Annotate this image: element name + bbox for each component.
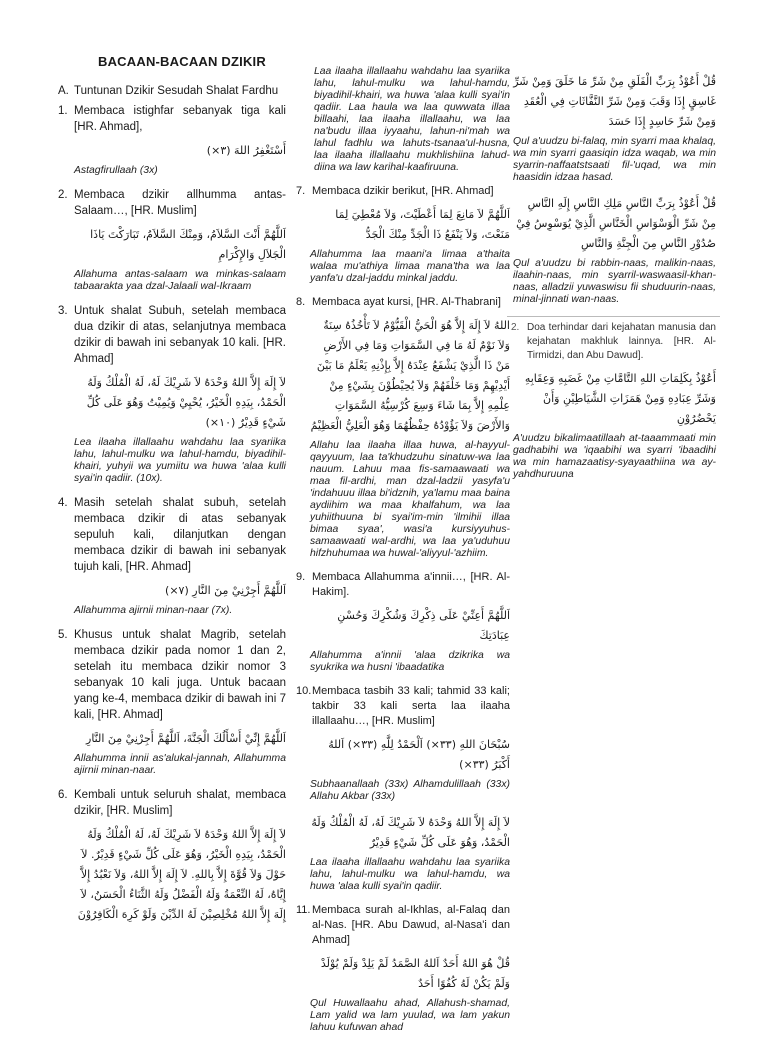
latin-transliteration-continued: Laa ilaaha illallaahu wahdahu laa syariika lahu, lahul-mulku wa lahul-hamdu, biyadihil-khairi, wa huwa 'alaa kulli syai'in qadiir. Laa haula wa laa quwwata illaa billaahi, laa ilaaha illallaahu, wa laa na'budu illaa iyyaahu, lahun-ni'mah wa lahul fadhlu wa lahuts-tsanaa'ul-husna, laa ilaaha illallaahu mukhlishiina lahud-diina wa law karihal-kaafiruuna. — [314, 66, 510, 173]
arabic-text: أَعُوْذُ بِكَلِمَاتِ اللهِ التَّامَّاتِ مِنْ غَضَبِهِ وَعِقَابِهِ وَشَرِّ عِبَادِهِ وَمِنْ هَمَزَاتِ الشَّيَاطِيْنِ وَأَنْ يَحْضُرُوْنِ — [524, 372, 716, 425]
item-instruction: Membaca Allahumma a'innii…, [HR. Al-Hakim]. — [312, 571, 510, 598]
arabic-text: لاَ إِلَهَ إِلاَّ اللهُ وَحْدَهُ لاَ شَرِيْكَ لَهُ، لَهُ الْمُلْكُ وَلَهُ الْحَمْدُ، بِيَدِهِ الْخَيْرُ، يُحْيِيْ وَيُمِيْتُ وَهُوَ عَلَى كُلِّ شَيْءٍ قَدِيْرٌ (١٠×) — [86, 376, 286, 429]
latin-transliteration: Lea ilaaha illallaahu wahdahu laa syariika lahu, lahul-mulku wa lahul-hamdu, biyadihil-khairi, yuhyii wa yumiitu wa huwa 'alaa kulli syai'in qadiir. (10x). — [74, 437, 286, 484]
dzikir-item-12 — [511, 321, 716, 481]
latin-transliteration: Allahumma innii as'alukal-jannah, Allahumma ajirnii minan-naar. — [74, 753, 286, 776]
arabic-text: اَللَّهُمَّ إِنِّيْ أَسْأَلُكَ الْجَنَّةَ، اَللَّهُمَّ أَجِرْنِيْ مِنَ النَّارِ — [86, 732, 286, 745]
dzikir-item-11 — [296, 903, 510, 1034]
arabic-text: اَللَّهُمَّ أَنْتَ السَّلاَمُ، وَمِنْكَ السَّلاَمُ، تَبَارَكْتَ يَاذَا الْجَلاَلِ وَالإِكْرَامِ — [90, 228, 286, 261]
dzikir-item-9 — [296, 570, 510, 674]
surah-falaq-arabic: قُلْ أَعُوْذُ بِرَبِّ الْفَلَقِ مِنْ شَرِّ مَا خَلَقَ وَمِنْ شَرِّ غَاسِقٍ إِذَا وَقَبَ وَمِنْ شَرِّ النَّفَّاثَاتِ فِي الْعُقَدِ وَمِنْ شَرِّ حَاسِدٍ إِذَا حَسَدَ — [513, 75, 716, 128]
dzikir-item-2 — [58, 187, 286, 293]
arabic-text: اللهُ لاَ إِلَهَ إِلاَّ هُوَ الْحَيُّ الْقَيُّوْمُ لاَ تَأْخُذُهُ سِنَةٌ وَلاَ نَوْمٌ لَهُ مَا فِي السَّمَوَاتِ وَمَا فِي الأَرْضِ مَنْ ذَا الَّذِيْ يَشْفَعُ عِنْدَهُ إِلاَّ بِإِذْنِهِ يَعْلَمُ مَا بَيْنَ أَيْدِيْهِمْ وَمَا خَلْفَهُمْ وَلاَ يُحِيْطُوْنَ بِشَيْءٍ مِنْ عِلْمِهِ إِلاَّ بِمَا شَاءَ وَسِعَ كُرْسِيُّهُ السَّمَوَاتِ وَالأَرْضَ وَلاَ يَؤُوْدُهُ حِفْظُهُمَا وَهُوَ الْعَلِيُّ الْعَظِيْمُ — [310, 319, 510, 432]
section-label: Tuntunan Dzikir Sesudah Shalat Fardhu — [74, 85, 279, 97]
item-instruction: Membaca ayat kursi, [HR. Al-Thabrani] — [312, 296, 501, 308]
dzikir-item-7 — [296, 184, 510, 285]
arabic-text: اَللَّهُمَّ أَعِنِّيْ عَلَى ذِكْرِكَ وَشُكْرِكَ وَحُسْنِ عِبَادَتِكَ — [337, 609, 510, 642]
latin-transliteration: Subhaanallaah (33x) Alhamdulillaah (33x) Allahu Akbar (33x) — [310, 779, 510, 802]
page-title: BACAAN-BACAAN DZIKIR — [98, 54, 266, 69]
item-number: 2. — [511, 322, 520, 333]
arabic-text: اَللَّهُمَّ لاَ مَانِعَ لِمَا أَعْطَيْتَ، وَلاَ مُعْطِيَ لِمَا مَنَعْتَ، وَلاَ يَنْفَعُ ذَا الْجَدِّ مِنْكَ الْجَدُّ — [335, 208, 510, 241]
column-right — [511, 66, 716, 491]
item-number: 7. — [296, 185, 306, 197]
arabic-text-2: لاَ إِلَهَ إِلاَّ اللهُ وَحْدَهُ لاَ شَرِيْكَ لَهُ، لَهُ الْمُلْكُ وَلَهُ الْحَمْدُ، وَهُوَ عَلَى كُلِّ شَيْءٍ قَدِيْرٌ — [311, 816, 510, 849]
arabic-text: لاَ إِلَهَ إِلاَّ اللهُ وَحْدَهُ لاَ شَرِيْكَ لَهُ، لَهُ الْمُلْكُ وَلَهُ الْحَمْدُ، بِيَدِهِ الْخَيْرُ، وَهُوَ عَلَى كُلِّ شَيْءٍ قَدِيْرٌ. لاَ حَوْلَ وَلاَ قُوَّةَ إِلاَّ بِاللهِ. لاَ إِلَهَ إِلاَّ اللهُ، وَلاَ نَعْبُدُ إِلاَّ إِيَّاهُ، لَهُ النِّعْمَةُ وَلَهُ الْفَضْلُ وَلَهُ الثَّنَاءُ الْحَسَنُ، لاَ إِلَهَ إِلاَّ اللهُ مُخْلِصِيْنَ لَهُ الدِّيْنَ وَلَوْ كَرِهَ الْكَافِرُوْنَ — [77, 828, 286, 921]
arabic-text: قُلْ هُوَ اللهُ أَحَدٌ اَللهُ الصَّمَدُ لَمْ يَلِدْ وَلَمْ يُوْلَدْ وَلَمْ يَكُنْ لَهُ كُفُوًا أَحَدٌ — [320, 957, 510, 990]
item-instruction: Membaca dzikir allhumma antas-Salaam…, [HR. Muslim] — [74, 189, 286, 217]
dzikir-item-1 — [58, 103, 286, 177]
item-number: 1. — [58, 105, 68, 117]
item-instruction: Doa terhindar dari kejahatan manusia dan kejahatan makhluk lainnya. [HR. Al-Tirmidzi, dan Abu Dawud]. — [527, 322, 716, 361]
item-number: 11. — [296, 904, 311, 916]
dzikir-item-10 — [296, 684, 510, 893]
latin-transliteration: Allahuma antas-salaam wa minkas-salaam tabaarakta yaa dzal-Jalaali wal-Ikraam — [74, 269, 286, 292]
latin-transliteration: Allahu laa ilaaha illaa huwa, al-hayyul-qayyuum, laa ta'khudzuhu sinatuw-wa laa nauum. Lahuu maa fis-samaawaati wa maa fil-ardhi, man dzal-ladzii yasyfa'u 'indahuuu illaa bi'idznih, ya'lamu maa baina aydiihim wa maa khalfahum, wa laa yuhiithuuna bi syai'im-min 'ilmihii illaa bimaa syaa', wasi'a kursiyyuhus-samaawaati wal-ardhi, wa laa ya'uduhuu hifzhuhumaa wa huwal-'aliyyul-'azhiim. — [310, 440, 510, 559]
item-number: 5. — [58, 629, 68, 641]
latin-transliteration: Allahumma ajirnii minan-naar (7x). — [74, 605, 233, 616]
item-instruction: Membaca dzikir berikut, [HR. Ahmad] — [312, 185, 494, 197]
latin-transliteration: Allahumma a'innii 'alaa dzikrika wa syukrika wa husni 'ibaadatika — [310, 650, 510, 673]
dzikir-item-5 — [58, 627, 286, 777]
dzikir-item-6 — [58, 787, 286, 925]
dzikir-item-4 — [58, 495, 286, 617]
column-left — [58, 50, 286, 929]
surah-nas-latin: Qul a'uudzu bi rabbin-naas, malikin-naas, ilaahin-naas, min syarril-waswaasil-khan-naas, alladzii yuwaswisu fii shuduurin-naas, minal-jinnati wan-naas. — [513, 258, 716, 305]
item-instruction: Membaca surah al-Ikhlas, al-Falaq dan al-Nas. [HR. Abu Dawud, al-Nasa'i dan Ahmad] — [312, 904, 510, 946]
item-number: 6. — [58, 789, 68, 801]
item-number: 4. — [58, 497, 68, 509]
arabic-text: أَسْتَغْفِرُ اللهَ (٣×) — [206, 144, 286, 157]
latin-transliteration: Qul Huwallaahu ahad, Allahush-shamad, Lam yalid wa lam yuulad, wa lam yakun lahuu kufuwan ahad — [310, 998, 510, 1033]
item-instruction: Khusus untuk shalat Magrib, setelah membaca dzikir pada nomor 1 dan 2, setelah itu membaca dzikir nomor 3 sebanyak 10 kali juga. Untuk bacaan yang ke-4, membaca dzikir di bawah ini 7 kali, [HR. Ahmad] — [74, 629, 286, 721]
item-number: 8. — [296, 296, 306, 308]
item-number: 9. — [296, 571, 306, 583]
arabic-text: سُبْحَانَ اللهِ (٣٣×) اَلْحَمْدُ لِلَّهِ (٣٣×) اَللهُ أَكْبَرُ (٣٣×) — [328, 738, 510, 771]
section-a-heading — [58, 83, 286, 99]
dzikir-item-3 — [58, 303, 286, 485]
latin-transliteration: Astagfirullaah (3x) — [74, 165, 158, 176]
item-number: 2. — [58, 189, 68, 201]
surah-nas-arabic: قُلْ أَعُوْذُ بِرَبِّ النَّاسِ مَلِكِ النَّاسِ إِلَهِ النَّاسِ مِنْ شَرِّ الْوَسْوَاسِ الْخَنَّاسِ الَّذِيْ يُوَسْوِسُ فِيْ صُدُوْرِ النَّاسِ مِنَ الْجِنَّةِ وَالنَّاسِ — [516, 197, 716, 250]
item-instruction: Masih setelah shalat subuh, setelah membaca dzikir di atas sebanyak sepuluh kali, dilanjutkan dengan membaca dzikir di bawah ini sebanyak tujuh kali, [HR. Ahmad] — [74, 497, 286, 573]
item-instruction: Untuk shalat Subuh, setelah membaca dua dzikir di atas, selanjutnya membaca dzikir di bawah ini sebanyak 10 kali. [HR. Ahmad] — [74, 305, 286, 365]
item-instruction: Membaca tasbih 33 kali; tahmid 33 kali; takbir 33 kali serta laa ilaaha illallaahu…, [HR. Muslim] — [312, 685, 510, 727]
column-middle — [296, 66, 510, 1044]
dzikir-item-8 — [296, 295, 510, 560]
item-number: 10. — [296, 685, 312, 697]
latin-transliteration-2: Laa ilaaha illallaahu wahdahu laa syariika lahu, lahul-mulku wa lahul-hamdu, wa huwa 'alaa kulli syai'in qadiir. — [310, 857, 510, 892]
item-instruction: Membaca istighfar sebanyak tiga kali [HR. Ahmad], — [74, 105, 286, 133]
page-edge-divider — [507, 316, 720, 317]
item-instruction: Kembali untuk seluruh shalat, membaca dzikir, [HR. Muslim] — [74, 789, 286, 817]
latin-transliteration: Allahumma laa maani'a limaa a'thaita walaa mu'athiya limaa mana'tha wa laa yanfa'u dzal-jaddu minkal jaddu. — [310, 249, 510, 284]
item-number: 3. — [58, 305, 68, 317]
latin-transliteration: A'uudzu bikalimaatillaah at-taaammaati min gadhabihi wa 'iqaabihi wa syarri 'ibaadihi wa min hamazaatisy-syayaathiina wa ay-yahdhuruuna — [513, 433, 716, 480]
arabic-text: اَللَّهُمَّ أَجِرْنِيْ مِنَ النَّارِ (٧×) — [165, 584, 286, 597]
section-letter: A. — [58, 85, 69, 97]
surah-falaq-latin: Qul a'uudzu bi-falaq, min syarri maa khalaq, wa min syarri gaasiqin idza waqab, wa min syarrin-naffaatstsaati fil-'uqad, wa min haasidin idzaa hasad. — [513, 136, 716, 183]
